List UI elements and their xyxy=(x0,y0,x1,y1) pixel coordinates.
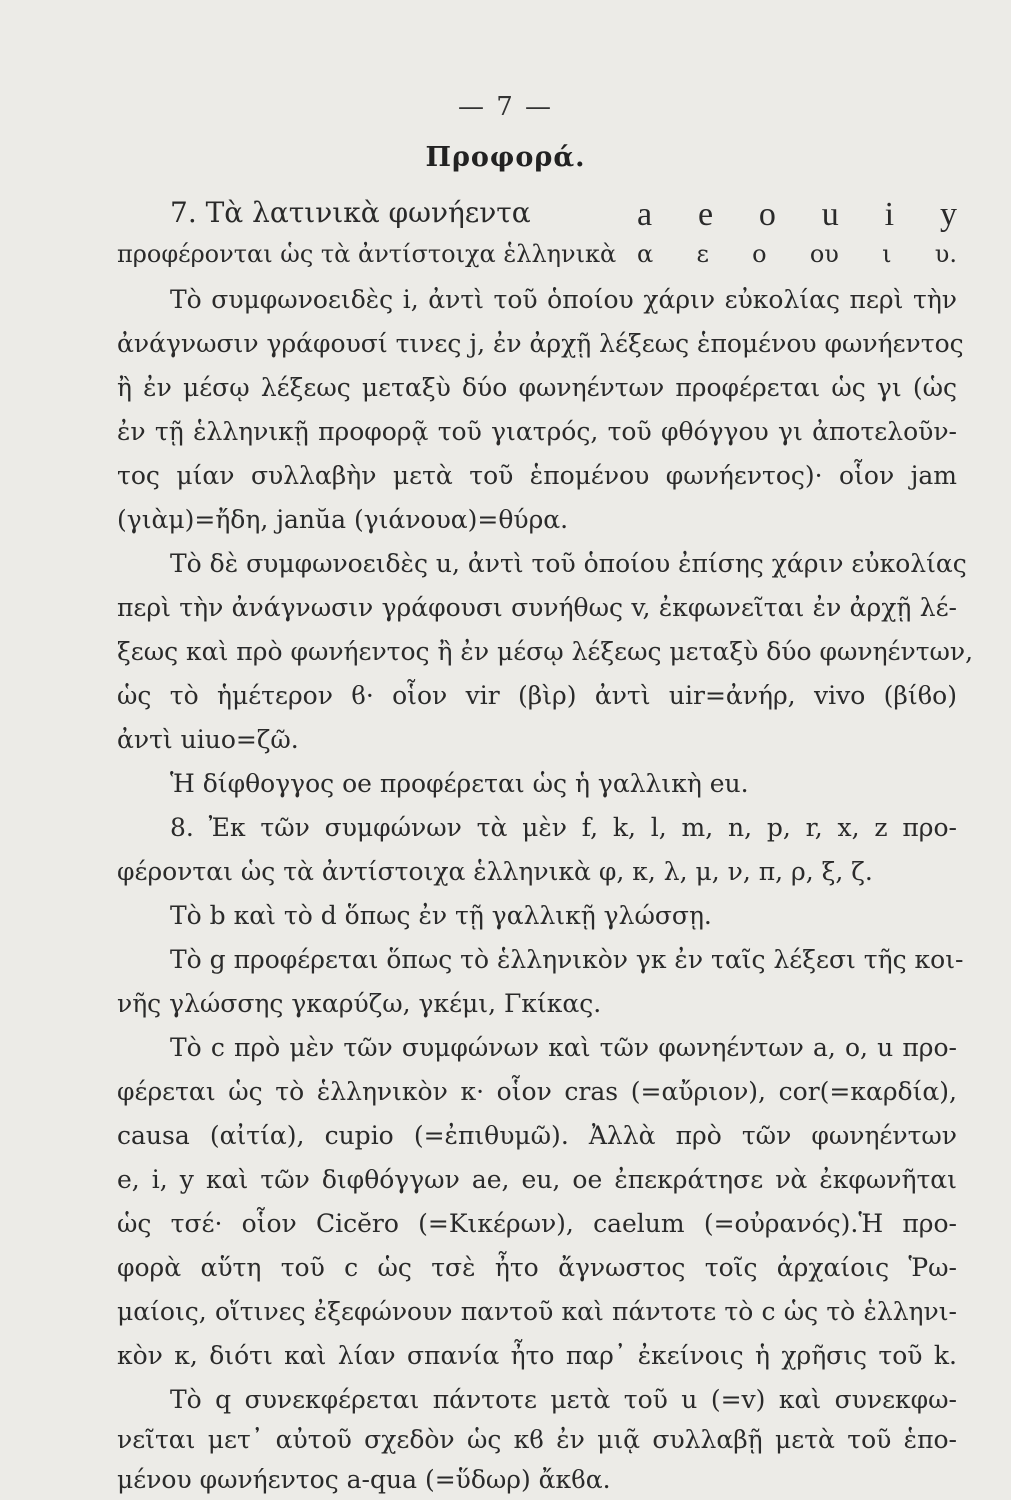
greek-vowels-label: προφέρονται ὡς τὰ ἀντίστοιχα ἑλληνικὰ xyxy=(117,240,617,268)
text-line: Τὸ q συνεκφέρεται πάντοτε μετὰ τοῦ u (=v) καὶ συνεκφω- xyxy=(170,1385,957,1414)
greek-vowels-row xyxy=(117,240,957,276)
text-line: causa (αἰτία), cupio (=ἐπιθυμῶ). Ἀλλὰ πρὸ τῶν φωνηέντων xyxy=(117,1121,957,1150)
text-line: νεῖται μετ᾽ αὐτοῦ σχεδὸν ὡς κϐ ἐν μιᾷ συλλαβῇ μετὰ τοῦ ἑπο- xyxy=(117,1425,957,1454)
text-line: τος μίαν συλλαβὴν μετὰ τοῦ ἑπομένου φωνήεντος)· οἷον jam xyxy=(117,461,957,490)
latin-vowel: a xyxy=(637,196,653,233)
text-line: (γιὰμ)=ἤδη, janŭa (γιάνουα)=θύρα. xyxy=(117,505,569,534)
text-line: ἀνάγνωσιν γράφουσί τινες j, ἐν ἀρχῇ λέξεως ἑπομένου φωνήεντος xyxy=(117,329,964,358)
text-line: νῆς γλώσσης γκαρύζω, γκέμι, Γκίκας. xyxy=(117,989,602,1018)
latin-vowels-row xyxy=(170,196,957,236)
page-number: — 7 — xyxy=(457,92,554,122)
text-line: κὸν κ, διότι καὶ λίαν σπανία ἦτο παρ᾽ ἐκείνοις ἡ χρῆσις τοῦ k. xyxy=(117,1341,957,1370)
greek-vowel: ου xyxy=(809,240,839,268)
text-line: μαίοις, οἵτινες ἐξεφώνουν παντοῦ καὶ πάντοτε τὸ c ὡς τὸ ἑλληνι- xyxy=(117,1297,957,1326)
text-line: Τὸ b καὶ τὸ d ὅπως ἐν τῇ γαλλικῇ γλώσσῃ. xyxy=(170,901,712,930)
text-line: ὡς τὸ ἡμέτερον ϐ· οἷον vir (βὶρ) ἀντὶ uir=ἀνήρ, vivo (βίϐο) xyxy=(117,681,957,710)
text-line: 8. Ἐκ τῶν συμφώνων τὰ μὲν f, k, l, m, n, p, r, x, z προ- xyxy=(170,813,957,842)
latin-vowel: y xyxy=(939,196,957,233)
section-heading: Προφορά. xyxy=(425,142,586,173)
text-line: ἐν τῇ ἑλληνικῇ προφορᾷ τοῦ γιατρός, τοῦ φθόγγου γι ἀποτελοῦν- xyxy=(117,417,957,446)
latin-vowel: o xyxy=(758,196,776,233)
greek-vowel: α xyxy=(637,240,654,268)
latin-vowel: i xyxy=(884,196,895,233)
text-line: περὶ τὴν ἀνάγνωσιν γράφουσι συνήθως v, ἐκφωνεῖται ἐν ἀρχῇ λέ- xyxy=(117,593,957,622)
greek-vowel-list xyxy=(637,240,957,268)
vowels-label: 7. Τὰ λατινικὰ φωνήεντα xyxy=(170,196,531,229)
greek-vowel: ο xyxy=(752,240,767,268)
greek-vowel: ε xyxy=(696,240,709,268)
text-line: φορὰ αὕτη τοῦ c ὡς τσὲ ἦτο ἄγνωστος τοῖς ἀρχαίοις Ῥω- xyxy=(117,1253,957,1282)
text-line: ἢ ἐν μέσῳ λέξεως μεταξὺ δύο φωνηέντων προφέρεται ὡς γι (ὡς xyxy=(117,373,957,402)
text-line: φέρεται ὡς τὸ ἑλληνικὸν κ· οἷον cras (=αὔριον), cor(=καρδία), xyxy=(117,1077,957,1106)
text-line: φέρονται ὡς τὰ ἀντίστοιχα ἑλληνικὰ φ, κ, λ, μ, ν, π, ρ, ξ, ζ. xyxy=(117,857,873,886)
text-line: Τὸ c πρὸ μὲν τῶν συμφώνων καὶ τῶν φωνηέντων a, o, u προ- xyxy=(170,1033,957,1062)
text-line: ἀντὶ uiuo=ζῶ. xyxy=(117,725,299,754)
text-line: Τὸ δὲ συμφωνοειδὲς u, ἀντὶ τοῦ ὁποίου ἐπίσης χάριν εὐκολίας xyxy=(170,549,967,578)
text-line: ξεως καὶ πρὸ φωνήεντος ἢ ἐν μέσῳ λέξεως μεταξὺ δύο φωνηέντων, xyxy=(117,637,974,666)
latin-vowel-list xyxy=(637,196,957,234)
text-line: μένου φωνήεντος a-qua (=ὕδωρ) ἄκϐα. xyxy=(117,1465,611,1494)
latin-vowel: e xyxy=(697,196,714,233)
greek-vowel: υ. xyxy=(934,240,957,268)
greek-vowel: ι xyxy=(882,240,892,268)
text-line: Τὸ g προφέρεται ὅπως τὸ ἑλληνικὸν γκ ἐν ταῖς λέξεσι τῆς κοι- xyxy=(170,945,964,974)
text-line: ὡς τσέ· οἷον Cicĕro (=Κικέρων), caelum (=οὐρανός).Ἡ προ- xyxy=(117,1209,957,1238)
latin-vowel: u xyxy=(821,196,839,233)
text-line: Ἡ δίφθογγος oe προφέρεται ὡς ἡ γαλλικὴ eu. xyxy=(170,769,749,798)
text-line: Τὸ συμφωνοειδὲς i, ἀντὶ τοῦ ὁποίου χάριν εὐκολίας περὶ τὴν xyxy=(170,285,957,314)
text-line: e, i, y καὶ τῶν διφθόγγων ae, eu, oe ἐπεκράτησε νὰ ἐκφωνῆται xyxy=(117,1165,957,1194)
